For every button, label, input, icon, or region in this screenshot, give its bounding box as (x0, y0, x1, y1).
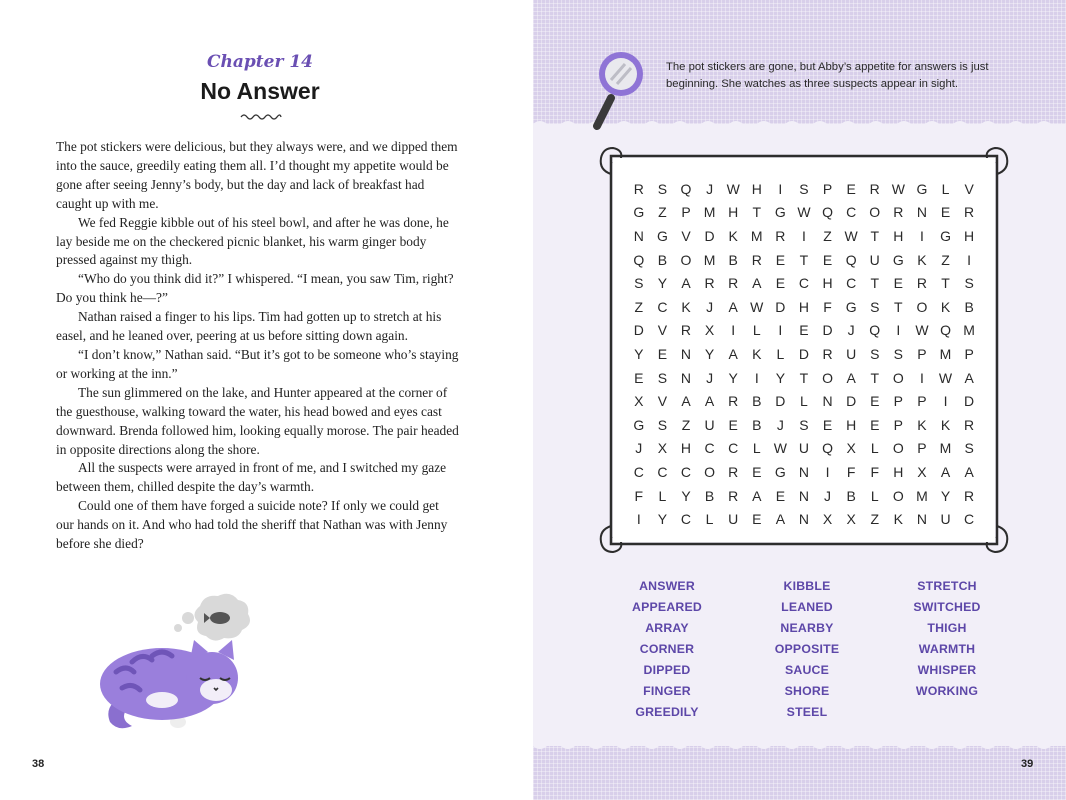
word-item: APPEARED (632, 600, 702, 614)
grid-letter: R (728, 463, 739, 480)
grid-letter: X (704, 322, 715, 339)
grid-letter: E (870, 416, 880, 433)
grid-letter: K (681, 298, 691, 315)
grid-letter: R (728, 275, 739, 292)
grid-letter: U (940, 511, 951, 528)
thought-bubble-fish-icon (174, 594, 250, 641)
grid-letter: W (726, 180, 740, 197)
grid-letter: P (893, 416, 903, 433)
paragraph: All the suspects were arrayed in front of me, and I switched my gaze between them, chilled despite the day’s warmth. (56, 460, 447, 495)
grid-letter: U (869, 251, 880, 268)
grid-letter: F (870, 463, 880, 480)
grid-letter: E (893, 275, 903, 292)
grid-letter: B (752, 416, 762, 433)
grid-letter: J (847, 322, 855, 339)
grid-letter: R (964, 416, 975, 433)
grid-letter: T (870, 275, 880, 292)
grid-letter: Z (941, 251, 950, 268)
grid-letter: G (633, 416, 645, 433)
grid-letter: F (823, 298, 832, 315)
grid-letter: W (891, 180, 905, 197)
right-page (533, 0, 1066, 800)
word-item: ARRAY (645, 621, 689, 635)
grid-letter: G (774, 463, 786, 480)
grid-letter: Q (680, 180, 692, 197)
word-item: THIGH (927, 621, 967, 635)
grid-letter: D (633, 322, 644, 339)
paragraph: We fed Reggie kibble out of his steel bowl, and after he was done, he lay beside me on the checkered picnic blanket, his warm ginger body pressed against my thigh. (56, 214, 449, 268)
grid-letter: E (775, 275, 786, 292)
grid-letter: U (704, 416, 715, 433)
grid-letter: R (728, 487, 739, 504)
word-item: SAUCE (784, 663, 830, 677)
grid-letter: H (680, 440, 692, 457)
grid-letter: T (799, 369, 809, 386)
grid-letter: R (869, 180, 880, 197)
grid-letter: S (657, 180, 668, 197)
grid-letter: D (964, 393, 975, 410)
grid-letter: T (799, 251, 809, 268)
grid-letter: D (798, 345, 810, 362)
grid-letter: G (892, 251, 904, 268)
grid-letter: F (634, 487, 644, 504)
word-item: SHORE (784, 684, 830, 698)
grid-letter: S (893, 345, 903, 362)
grid-letter: E (728, 416, 738, 433)
grid-letter: S (799, 416, 809, 433)
paragraph: The sun glimmered on the lake, and Hunter appeared at the corner of the guesthouse, walking toward the water, his head bowed and eyes cast downward. Brenda followed him, looking equally morose. The pair headed in opposite directions along the shore. (56, 384, 459, 457)
grid-letter: I (731, 322, 736, 339)
grid-letter: X (822, 511, 833, 528)
grid-letter: B (657, 251, 668, 268)
grid-letter: E (634, 369, 644, 386)
grid-letter: X (846, 511, 856, 528)
grid-letter: C (964, 511, 975, 528)
grid-letter: H (846, 416, 857, 433)
word-column (877, 576, 1017, 723)
grid-letter: Z (634, 298, 644, 315)
grid-letter: U (798, 440, 810, 457)
story-text (56, 138, 460, 554)
grid-letter: M (939, 345, 952, 362)
word-item: CORNER (639, 642, 695, 656)
grid-letter: Y (657, 511, 668, 528)
grid-letter: T (752, 204, 762, 221)
word-item: WORKING (915, 684, 979, 698)
grid-letter: R (916, 275, 927, 292)
grid-letter: T (870, 369, 880, 386)
grid-letter: W (773, 440, 787, 457)
grid-letter: A (752, 487, 762, 504)
grid-letter: B (704, 487, 715, 504)
word-item: WARMTH (918, 642, 976, 656)
word-item: GREEDILY (635, 705, 699, 719)
grid-letter: I (778, 180, 783, 197)
grid-letter: I (802, 227, 806, 244)
grid-letter: A (775, 511, 786, 528)
grid-letter: H (822, 275, 833, 292)
grid-letter: F (846, 463, 856, 480)
grid-letter: R (893, 204, 904, 221)
grid-letter: J (706, 369, 714, 386)
grid-letter: V (657, 393, 668, 410)
grid-letter: C (846, 275, 857, 292)
sleeping-cat-illustration-icon (92, 592, 252, 732)
grid-letter: A (728, 345, 738, 362)
grid-letter: A (964, 463, 974, 480)
grid-letter: R (964, 204, 975, 221)
grid-letter: P (822, 180, 833, 197)
grid-letter: C (846, 204, 857, 221)
grid-letter: S (964, 275, 974, 292)
grid-letter: L (752, 440, 761, 457)
grid-letter: E (775, 251, 786, 268)
word-item: NEARBY (780, 621, 834, 635)
grid-letter: O (869, 204, 881, 221)
page-number: 38 (32, 758, 45, 770)
grid-letter: P (964, 345, 974, 362)
paragraph: The pot stickers were delicious, but they always were, and we dipped them into the sauce, greedily eating them all. I’d thought my appetite would be gone after seeing Jenny’s body, but the day and lack of breakfast had caught up with me. (56, 139, 458, 211)
grid-letter: V (657, 322, 668, 339)
grid-letter: X (846, 440, 856, 457)
grid-letter: X (634, 393, 644, 410)
grid-letter: N (633, 227, 644, 244)
grid-letter: E (870, 393, 880, 410)
grid-letter: I (778, 322, 783, 339)
grid-letter: K (893, 511, 903, 528)
scallop-edge-bottom (533, 740, 1066, 752)
grid-letter: N (822, 393, 833, 410)
grid-letter: H (893, 463, 904, 480)
grid-letter: G (774, 204, 786, 221)
grid-letter: H (798, 298, 810, 315)
grid-letter: Y (940, 487, 951, 504)
grid-letter: I (896, 322, 901, 339)
grid-letter: Q (845, 251, 857, 268)
grid-letter: Q (822, 204, 833, 221)
word-item: LEANED (781, 600, 833, 614)
grid-letter: V (964, 180, 974, 197)
grid-letter: H (893, 227, 904, 244)
grid-letter: L (752, 322, 761, 339)
grid-letter: M (750, 227, 763, 244)
word-item: KIBBLE (783, 579, 831, 593)
grid-letter: J (706, 298, 714, 315)
word-search-grid (627, 177, 983, 531)
grid-letter: X (917, 463, 927, 480)
grid-letter: S (657, 416, 668, 433)
grid-letter: O (680, 251, 692, 268)
grid-letter: M (963, 322, 975, 339)
grid-letter: C (728, 440, 739, 457)
paragraph: “Who do you think did it?” I whispered. “I mean, you saw Tim, right? Do you think he—?” (56, 271, 454, 306)
grid-letter: H (728, 204, 739, 221)
grid-letter: H (964, 227, 975, 244)
grid-letter: N (798, 511, 810, 528)
grid-letter: A (681, 393, 691, 410)
grid-letter: S (870, 298, 880, 315)
grid-letter: L (870, 487, 879, 504)
grid-letter: P (681, 204, 691, 221)
grid-letter: R (775, 227, 786, 244)
grid-letter: E (657, 345, 668, 362)
squiggle-divider-icon (240, 112, 282, 122)
intro-text: The pot stickers are gone, but Abby’s appetite for answers is just beginning. She watches as three suspects appear in sight. (666, 61, 989, 90)
grid-letter: C (657, 298, 668, 315)
grid-letter: O (892, 369, 904, 386)
grid-letter: L (941, 180, 950, 197)
grid-letter: K (752, 345, 762, 362)
paragraph: Nathan raised a finger to his lips. Tim had gotten up to stretch at his easel, and he leaned over, peering at us before sitting down again. (56, 309, 442, 344)
magnifying-glass-icon (591, 48, 651, 132)
grid-letter: K (728, 227, 738, 244)
grid-letter: A (846, 369, 856, 386)
grid-letter: N (798, 463, 810, 480)
grid-letter: U (728, 511, 739, 528)
grid-letter: L (705, 511, 714, 528)
grid-letter: E (799, 322, 809, 339)
grid-letter: S (964, 440, 974, 457)
grid-letter: N (916, 511, 927, 528)
chapter-title: No Answer (200, 78, 320, 104)
word-column (737, 576, 877, 723)
grid-letter: Y (775, 369, 786, 386)
grid-letter: O (704, 463, 716, 480)
grid-letter: K (940, 298, 951, 315)
grid-letter: K (917, 251, 927, 268)
grid-letter: G (656, 227, 668, 244)
grid-letter: T (870, 227, 880, 244)
grid-letter: I (754, 369, 759, 386)
grid-letter: I (967, 251, 972, 268)
grid-letter: B (846, 487, 856, 504)
grid-letter: C (657, 463, 668, 480)
grid-letter: P (917, 393, 927, 410)
grid-letter: A (681, 275, 691, 292)
word-item: ANSWER (639, 579, 695, 593)
grid-letter: M (939, 440, 952, 457)
word-item: FINGER (643, 684, 691, 698)
grid-letter: Y (704, 345, 715, 362)
grid-letter: G (845, 298, 857, 315)
grid-letter: G (940, 227, 951, 244)
grid-letter: O (892, 440, 904, 457)
grid-letter: R (964, 487, 975, 504)
grid-letter: D (822, 322, 833, 339)
grid-letter: N (680, 369, 692, 386)
grid-letter: L (658, 487, 667, 504)
grid-letter: M (916, 487, 928, 504)
grid-letter: L (870, 440, 879, 457)
word-item: OPPOSITE (774, 642, 840, 656)
grid-letter: Y (657, 275, 668, 292)
grid-letter: M (703, 251, 716, 268)
grid-letter: B (752, 393, 762, 410)
grid-letter: H (751, 180, 762, 197)
grid-letter: A (940, 463, 951, 480)
grid-letter: P (893, 393, 903, 410)
grid-letter: B (964, 298, 974, 315)
grid-letter: V (681, 227, 691, 244)
grid-letter: J (824, 487, 832, 504)
plaid-footer-band (533, 746, 1066, 800)
grid-letter: I (919, 227, 924, 244)
grid-letter: Z (681, 416, 691, 433)
grid-letter: W (797, 204, 811, 221)
grid-letter: N (798, 487, 810, 504)
grid-letter: Q (633, 251, 645, 268)
paragraph: Could one of them have forged a suicide note? If only we could get our hands on it. And who had told the sheriff that Nathan was with Jenny before she died? (56, 498, 448, 552)
grid-letter: A (964, 369, 974, 386)
word-item: DIPPED (643, 663, 691, 677)
word-item: STRETCH (917, 579, 977, 593)
grid-letter: N (916, 204, 927, 221)
grid-letter: C (633, 463, 644, 480)
grid-letter: E (846, 180, 856, 197)
grid-letter: R (751, 251, 762, 268)
page-number: 39 (1021, 758, 1034, 770)
paragraph: “I don’t know,” Nathan said. “But it’s got to be someone who’s staying or working at the inn.” (56, 346, 459, 381)
grid-letter: E (822, 251, 833, 268)
grid-letter: Z (823, 227, 832, 244)
grid-letter: G (633, 204, 645, 221)
chapter-label: Chapter 14 (207, 52, 313, 72)
grid-letter: C (704, 440, 715, 457)
grid-letter: E (752, 463, 762, 480)
grid-letter: D (704, 227, 715, 244)
grid-letter: L (800, 393, 808, 410)
grid-letter: J (635, 440, 643, 457)
grid-letter: W (750, 298, 764, 315)
grid-letter: L (776, 345, 785, 362)
grid-letter: E (940, 204, 951, 221)
grid-letter: Z (658, 204, 667, 221)
grid-letter: S (870, 345, 880, 362)
grid-letter: W (844, 227, 858, 244)
grid-letter: A (752, 275, 762, 292)
grid-letter: R (728, 393, 739, 410)
grid-letter: Q (940, 322, 951, 339)
grid-letter: T (894, 298, 903, 315)
grid-letter: A (704, 393, 715, 410)
grid-letter: D (775, 298, 786, 315)
grid-letter: R (633, 180, 644, 197)
grid-letter: D (846, 393, 857, 410)
grid-letter: E (822, 416, 833, 433)
grid-letter: I (825, 463, 830, 480)
grid-letter: C (680, 511, 692, 528)
grid-letter: I (943, 393, 948, 410)
grid-letter: P (917, 345, 927, 362)
grid-letter: M (703, 204, 716, 221)
grid-letter: N (680, 345, 692, 362)
grid-letter: R (822, 345, 833, 362)
grid-letter: W (915, 322, 929, 339)
grid-letter: K (940, 416, 951, 433)
grid-letter: J (706, 180, 714, 197)
grid-letter: I (636, 511, 641, 528)
grid-letter: O (916, 298, 928, 315)
grid-letter: Y (728, 369, 738, 386)
grid-letter: P (917, 440, 927, 457)
grid-letter: O (822, 369, 833, 386)
word-item: SWITCHED (913, 600, 981, 614)
grid-letter: U (846, 345, 857, 362)
grid-letter: R (680, 322, 692, 339)
grid-letter: T (941, 275, 950, 292)
grid-letter: B (728, 251, 738, 268)
grid-letter: Q (822, 440, 833, 457)
grid-letter: G (916, 180, 928, 197)
grid-letter: Y (681, 487, 691, 504)
word-item: STEEL (786, 705, 828, 719)
grid-letter: S (634, 275, 644, 292)
grid-letter: C (798, 275, 810, 292)
word-item: WHISPER (917, 663, 977, 677)
grid-letter: E (752, 511, 762, 528)
grid-letter: S (799, 180, 809, 197)
grid-letter: K (917, 416, 927, 433)
grid-letter: D (775, 393, 786, 410)
grid-letter: O (892, 487, 904, 504)
grid-letter: Y (634, 345, 644, 362)
grid-letter: R (704, 275, 715, 292)
grid-letter: J (776, 416, 784, 433)
grid-letter: C (680, 463, 692, 480)
grid-letter: Q (869, 322, 881, 339)
grid-letter: Z (870, 511, 880, 528)
grid-letter: A (728, 298, 738, 315)
word-column (597, 576, 737, 723)
grid-letter: E (775, 487, 786, 504)
grid-letter: X (657, 440, 668, 457)
grid-letter: I (919, 369, 924, 386)
grid-letter: W (938, 369, 953, 386)
grid-letter: S (657, 369, 668, 386)
word-list (597, 576, 1017, 723)
